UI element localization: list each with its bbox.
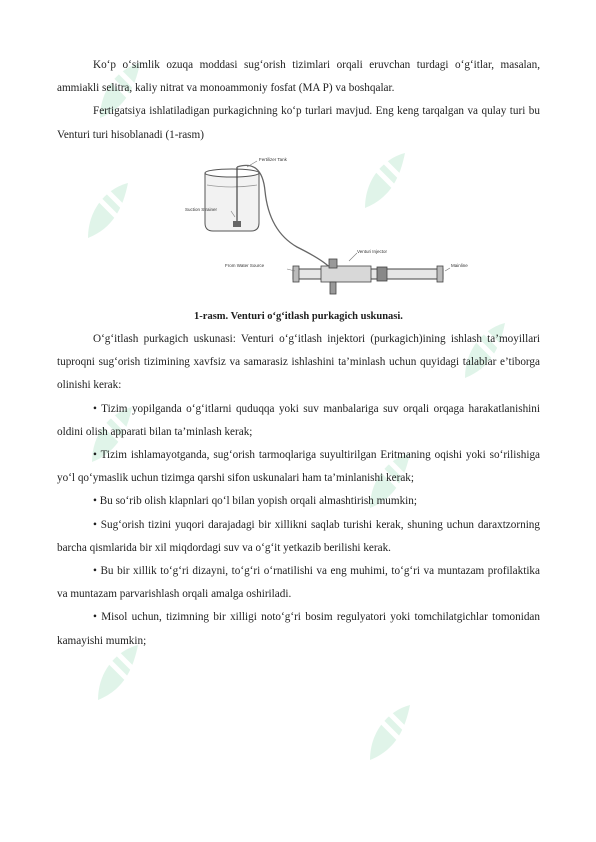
watermark-logo-icon	[360, 700, 420, 770]
venturi-figure	[57, 151, 540, 304]
label-tank: Fertilizer Tank	[259, 156, 287, 162]
figure-caption: 1-rasm. Venturi o‘g‘itlash purkagich uskunasi.	[194, 310, 403, 322]
bullet-1: • Tizim yopilganda o‘g‘itlarni quduqqa yoki suv manbalariga suv orqali orqaga harakatlanishini oldini olish apparati bilan ta’minlash kerak;	[57, 402, 540, 438]
document-page	[57, 54, 540, 653]
venturi-pipe-icon	[293, 259, 443, 294]
paragraph-3: O‘g‘itlash purkagich uskunasi: Venturi o‘g‘itlash injektori (purkagich)ining ishlash ta’moyillari tuproqni sug‘orish tizimining xavfsiz va samarasiz ishlashini ta’minlash uchun quyidagi talablar e’tiborga olinishi kerak:	[57, 333, 540, 392]
label-suction: Suction Strainer	[185, 206, 218, 212]
label-venturi: Venturi Injector	[357, 248, 388, 254]
bullet-4: • Sug‘orish tizini yuqori darajadagi bir xillikni saqlab turishi kerak, shuning uchun daraxtzorning barcha qismlarida bir xil miqdordagi suv va o‘g‘it yetkazib berilishi kerak.	[57, 518, 540, 554]
venturi-diagram	[57, 151, 540, 304]
paragraph-2: Fertigatsiya ishlatiladigan purkagichning ko‘p turlari mavjud. Eng keng tarqalgan va qulay turi bu Venturi turi hisoblanadi (1-rasm)	[57, 105, 540, 141]
label-inlet: From Water Source	[225, 262, 265, 268]
bullet-3: • Bu so‘rib olish klapnlari qo‘l bilan yopish orqali almashtirish mumkin;	[93, 495, 417, 508]
paragraph-1: Ko‘p o‘simlik ozuqa moddasi sug‘orish tizimlari orqali eruvchan turdagi o‘g‘itlar, masalan, ammiakli selitra, kaliy nitrat va monoammoniy fosfat (MA P) va boshqalar.	[57, 59, 540, 95]
bullet-5: • Bu bir xillik to‘g‘ri dizayni, to‘g‘ri o‘rnatilishi va eng muhimi, to‘g‘ri va muntazam profilaktika va muntazam parvarishlash orqali amalga oshiriladi.	[57, 565, 540, 601]
label-outlet: Mainline	[451, 262, 468, 268]
bullet-2: • Tizim ishlamayotganda, sug‘orish tarmoqlariga suyultirilgan Eritmaning oqishi yoki so‘rilishiga yo‘l qo‘ymaslik uchun tizimga qarshi sifon uskunalari ham ta’minlanishi kerak;	[57, 449, 540, 485]
fertilizer-tank-icon	[205, 167, 259, 231]
bullet-6: • Misol uchun, tizimning bir xilligi noto‘g‘ri bosim regulyatori yoki tomchilatgichlar tomonidan kamayishi mumkin;	[57, 611, 540, 647]
